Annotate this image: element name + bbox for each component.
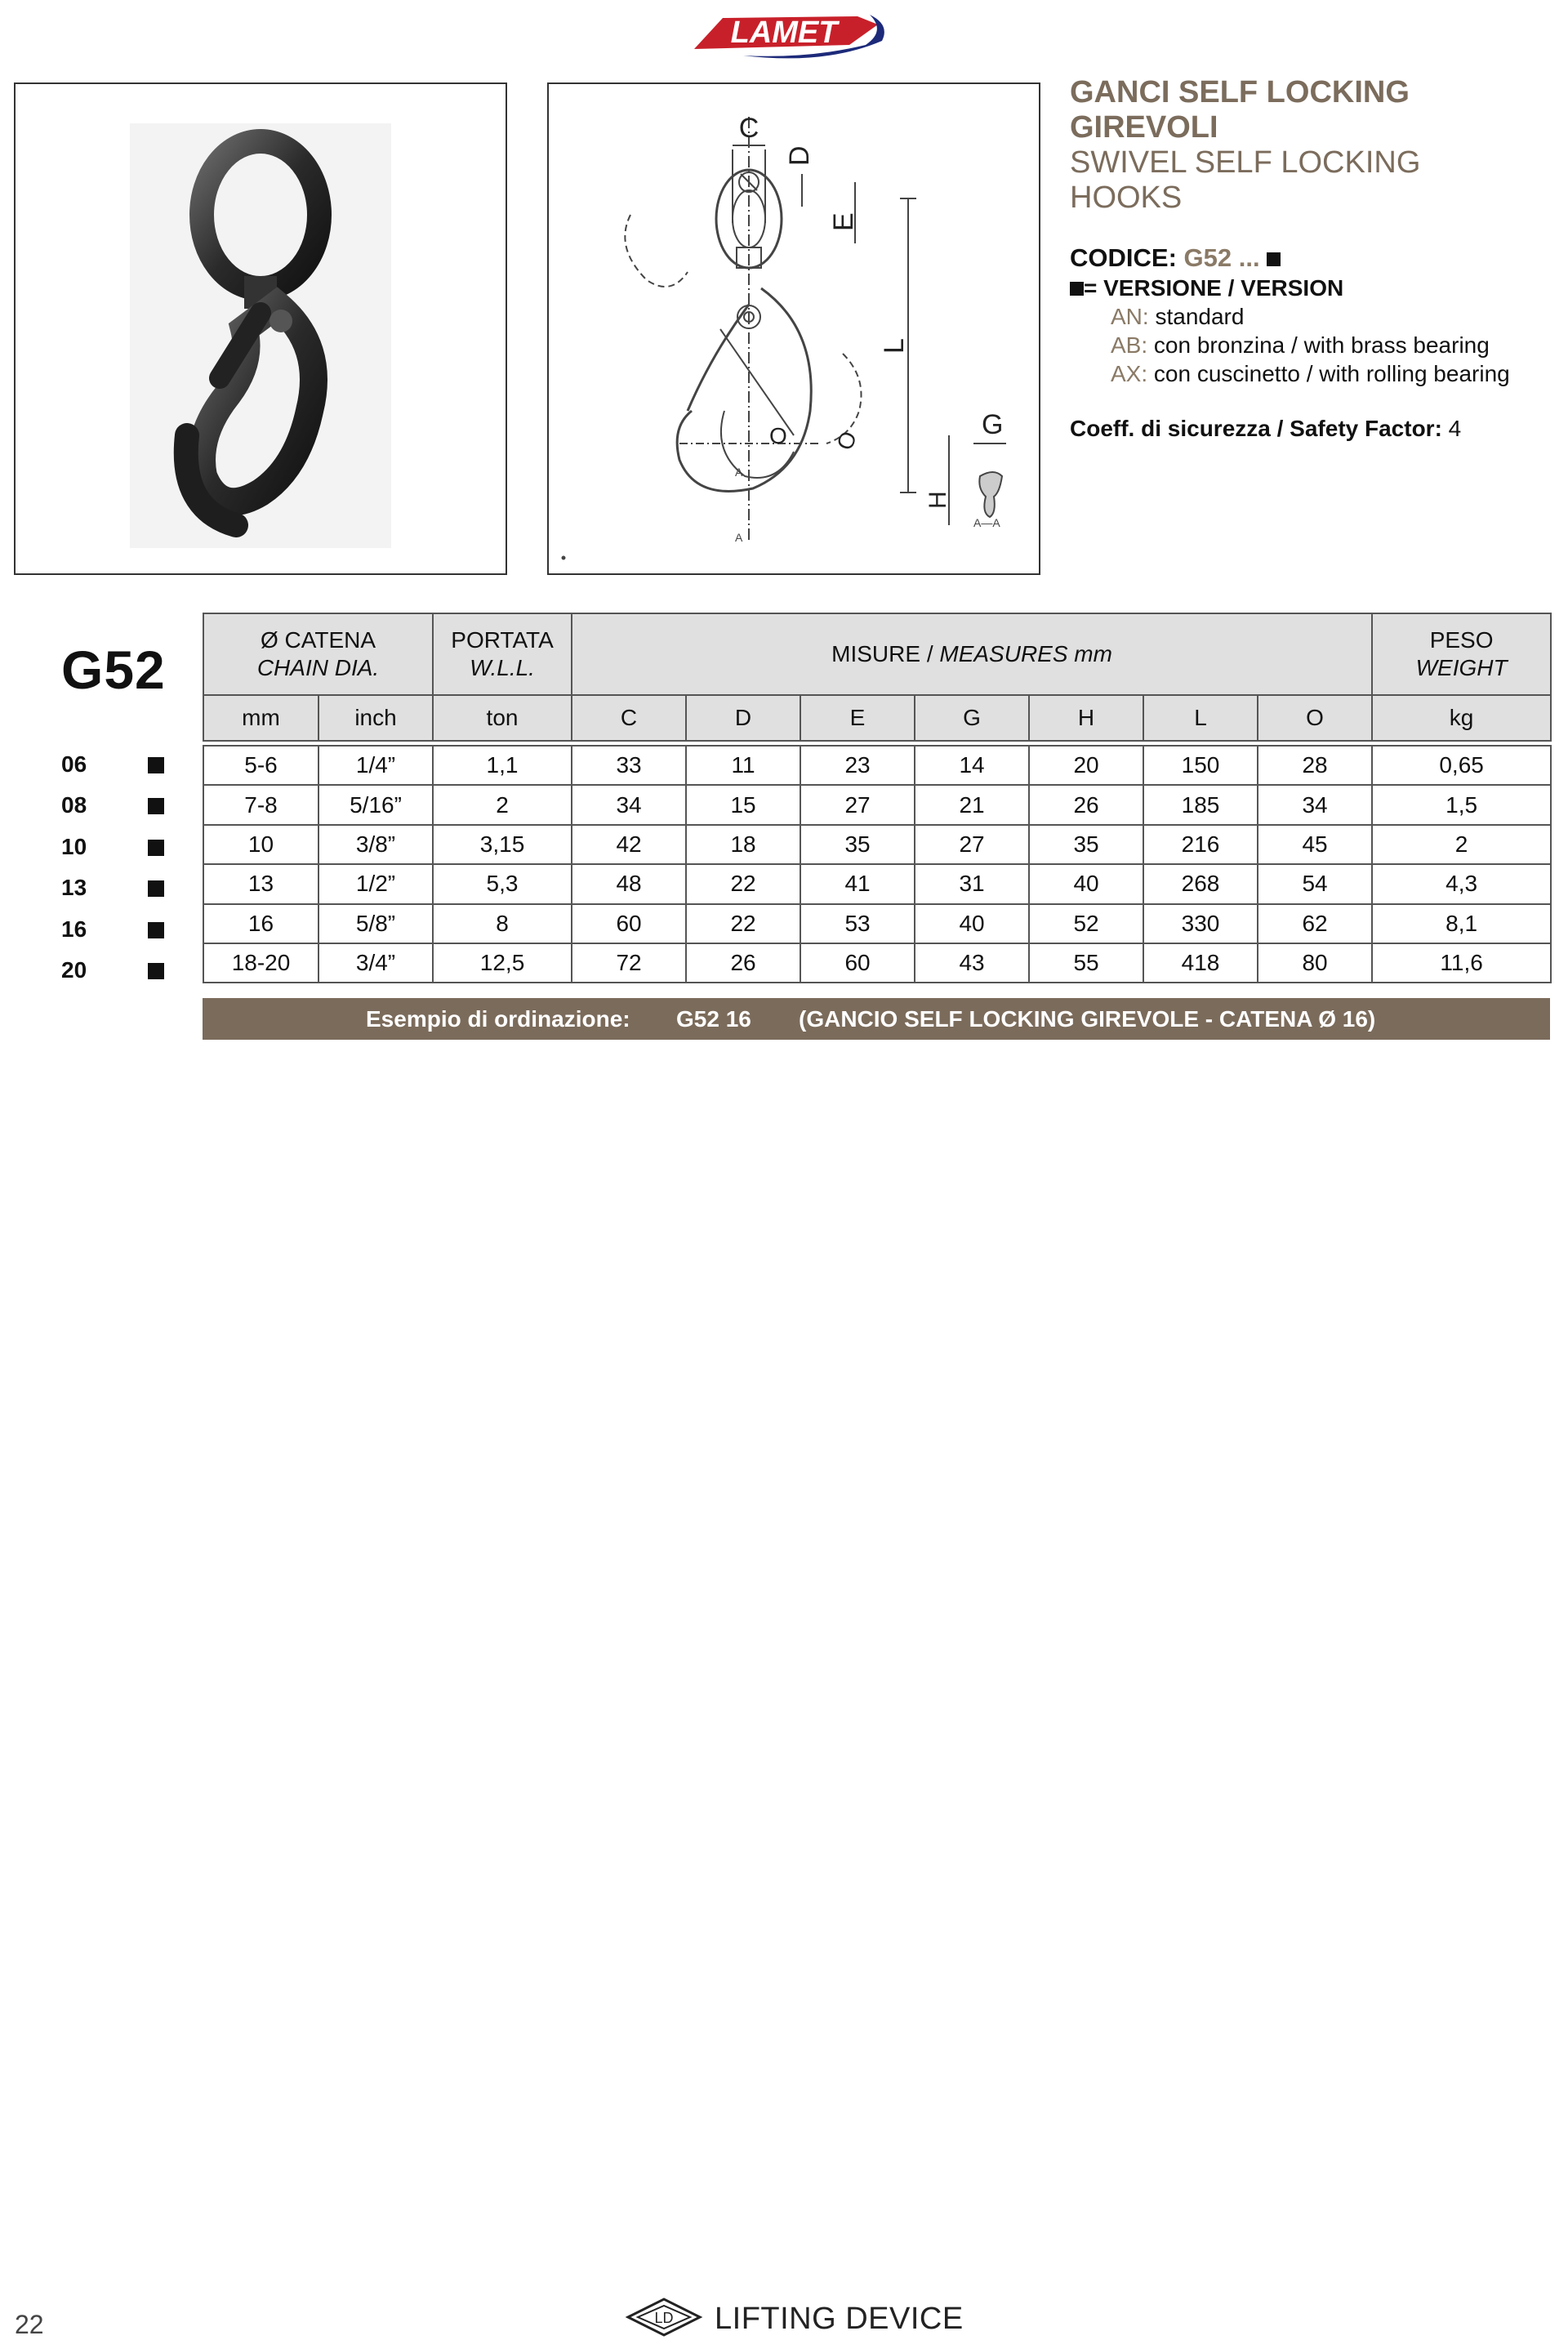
table-cell: 1/4” xyxy=(318,746,433,785)
table-row xyxy=(203,904,1551,943)
square-icon xyxy=(148,880,164,897)
table-cell: 40 xyxy=(915,904,1029,943)
version-label: = VERSIONE / VERSION xyxy=(1084,275,1344,301)
version-desc: con cuscinetto / with rolling bearing xyxy=(1153,361,1510,386)
table-cell: 62 xyxy=(1258,904,1372,943)
logo-text: LAMET xyxy=(730,16,838,50)
safety-value: 4 xyxy=(1448,416,1462,441)
title-it-line2: GIREVOLI xyxy=(1070,110,1218,145)
table-cell: 0,65 xyxy=(1372,746,1551,785)
table-cell: 1/2” xyxy=(318,864,433,903)
table-cell: 5-6 xyxy=(203,746,318,785)
table-cell: 3,15 xyxy=(433,825,572,864)
version-code: AN: xyxy=(1111,304,1149,329)
example-desc: (GANCIO SELF LOCKING GIREVOLE - CATENA Ø 16) xyxy=(799,1006,1376,1032)
row-codes xyxy=(61,744,87,991)
table-cell: 33 xyxy=(572,746,686,785)
table-cell: 34 xyxy=(1258,785,1372,824)
table-cell: 3/8” xyxy=(318,825,433,864)
table-cell: 31 xyxy=(915,864,1029,903)
table-cell: 26 xyxy=(1029,785,1143,824)
unit-header: mm xyxy=(203,695,318,741)
table-cell: 14 xyxy=(915,746,1029,785)
version-code: AB: xyxy=(1111,332,1148,358)
square-icon xyxy=(148,798,164,814)
table-cell: 11,6 xyxy=(1372,943,1551,983)
header-wll: PORTATA W.L.L. xyxy=(433,613,572,695)
table-cell: 54 xyxy=(1258,864,1372,903)
table-cell: 22 xyxy=(686,864,800,903)
square-icon xyxy=(148,757,164,773)
lifting-device-logo-icon xyxy=(625,2296,703,2338)
row-code: 06 xyxy=(61,744,87,785)
header-weight: PESO WEIGHT xyxy=(1372,613,1551,695)
page-number: 22 xyxy=(15,2310,44,2339)
version-desc: con bronzina / with brass bearing xyxy=(1153,332,1490,358)
swivel-hook-photo xyxy=(16,84,506,573)
table-cell: 8 xyxy=(433,904,572,943)
unit-header: D xyxy=(686,695,800,741)
model-code: G52 xyxy=(61,640,166,700)
row-code: 13 xyxy=(61,867,87,908)
version-square-icon xyxy=(1070,282,1084,296)
unit-header: G xyxy=(915,695,1029,741)
square-icon xyxy=(148,840,164,856)
table-cell: 34 xyxy=(572,785,686,824)
section-mark-a1: A xyxy=(735,466,743,479)
table-cell: 18 xyxy=(686,825,800,864)
dim-label-o2: O xyxy=(831,427,862,454)
dim-label-g: G xyxy=(982,409,1004,440)
table-cell: 52 xyxy=(1029,904,1143,943)
table-row xyxy=(203,746,1551,785)
table-cell: 3/4” xyxy=(318,943,433,983)
table-cell: 40 xyxy=(1029,864,1143,903)
table-cell: 11 xyxy=(686,746,800,785)
square-icon xyxy=(148,922,164,938)
table-cell: 35 xyxy=(800,825,915,864)
table-cell: 8,1 xyxy=(1372,904,1551,943)
codice-label: CODICE: xyxy=(1070,243,1177,272)
dim-label-l: L xyxy=(879,338,910,354)
table-cell: 53 xyxy=(800,904,915,943)
table-cell: 27 xyxy=(915,825,1029,864)
row-code: 08 xyxy=(61,785,87,826)
table-row xyxy=(203,864,1551,903)
example-label: Esempio di ordinazione: xyxy=(366,1006,630,1032)
table-cell: 55 xyxy=(1029,943,1143,983)
table-cell: 80 xyxy=(1258,943,1372,983)
table-cell: 15 xyxy=(686,785,800,824)
order-example-bar xyxy=(203,998,1550,1040)
header-chain: Ø CATENA CHAIN DIA. xyxy=(203,613,433,695)
codice-code: G52 ... xyxy=(1183,243,1260,272)
table-cell: 18-20 xyxy=(203,943,318,983)
table-cell: 60 xyxy=(800,943,915,983)
lamet-logo xyxy=(686,0,898,65)
table-cell: 216 xyxy=(1143,825,1258,864)
dim-label-h: H xyxy=(924,491,951,509)
version-desc: standard xyxy=(1155,304,1245,329)
table-cell: 42 xyxy=(572,825,686,864)
table-cell: 2 xyxy=(1372,825,1551,864)
table-cell: 60 xyxy=(572,904,686,943)
table-cell: 72 xyxy=(572,943,686,983)
table-cell: 330 xyxy=(1143,904,1258,943)
dim-label-o1: O xyxy=(769,423,787,448)
table-cell: 10 xyxy=(203,825,318,864)
title-en-line2: HOOKS xyxy=(1070,181,1183,215)
section-mark-a2: A xyxy=(735,531,743,544)
product-photo xyxy=(14,82,507,575)
header-measures: MISURE / MEASURES mm xyxy=(572,613,1372,695)
table-cell: 12,5 xyxy=(433,943,572,983)
table-row xyxy=(203,785,1551,824)
table-cell: 2 xyxy=(433,785,572,824)
table-cell: 20 xyxy=(1029,746,1143,785)
section-label: A—A xyxy=(973,516,1000,529)
unit-header: C xyxy=(572,695,686,741)
table-cell: 5,3 xyxy=(433,864,572,903)
dim-label-d: D xyxy=(784,145,815,166)
table-cell: 28 xyxy=(1258,746,1372,785)
table-cell: 4,3 xyxy=(1372,864,1551,903)
unit-header: kg xyxy=(1372,695,1551,741)
table-cell: 150 xyxy=(1143,746,1258,785)
title-en-line1: SWIVEL SELF LOCKING xyxy=(1070,145,1421,180)
unit-header: E xyxy=(800,695,915,741)
dim-label-c: C xyxy=(738,113,760,144)
table-cell: 45 xyxy=(1258,825,1372,864)
example-code: G52 16 xyxy=(676,1006,751,1032)
table-cell: 35 xyxy=(1029,825,1143,864)
square-icon xyxy=(148,963,164,979)
table-cell: 13 xyxy=(203,864,318,903)
version-code: AX: xyxy=(1111,361,1148,386)
unit-header: O xyxy=(1258,695,1372,741)
table-cell: 21 xyxy=(915,785,1029,824)
table-cell: 268 xyxy=(1143,864,1258,903)
footer-brand: LIFTING DEVICE xyxy=(715,2302,964,2336)
technical-drawing xyxy=(547,82,1040,575)
unit-header: ton xyxy=(433,695,572,741)
table-cell: 22 xyxy=(686,904,800,943)
title-it-line1: GANCI SELF LOCKING xyxy=(1070,75,1410,109)
table-cell: 5/16” xyxy=(318,785,433,824)
table-cell: 41 xyxy=(800,864,915,903)
unit-header: inch xyxy=(318,695,433,741)
table-cell: 48 xyxy=(572,864,686,903)
table-cell: 5/8” xyxy=(318,904,433,943)
table-cell: 26 xyxy=(686,943,800,983)
table-cell: 185 xyxy=(1143,785,1258,824)
product-title xyxy=(1070,75,1420,216)
row-code: 20 xyxy=(61,950,87,991)
spec-table xyxy=(203,613,1552,983)
table-cell: 27 xyxy=(800,785,915,824)
row-code: 10 xyxy=(61,827,87,867)
table-row xyxy=(203,943,1551,983)
table-row xyxy=(203,825,1551,864)
table-cell: 1,1 xyxy=(433,746,572,785)
safety-label: Coeff. di sicurezza / Safety Factor: xyxy=(1070,416,1442,441)
code-info xyxy=(1070,243,1510,443)
table-cell: 1,5 xyxy=(1372,785,1551,824)
table-cell: 7-8 xyxy=(203,785,318,824)
unit-header: H xyxy=(1029,695,1143,741)
version-square-icon xyxy=(1267,252,1281,266)
table-cell: 16 xyxy=(203,904,318,943)
table-cell: 418 xyxy=(1143,943,1258,983)
dim-label-e: E xyxy=(828,212,859,231)
row-code: 16 xyxy=(61,909,87,950)
table-cell: 43 xyxy=(915,943,1029,983)
table-cell: 23 xyxy=(800,746,915,785)
unit-header: L xyxy=(1143,695,1258,741)
footer-mark: LD xyxy=(654,2310,674,2326)
